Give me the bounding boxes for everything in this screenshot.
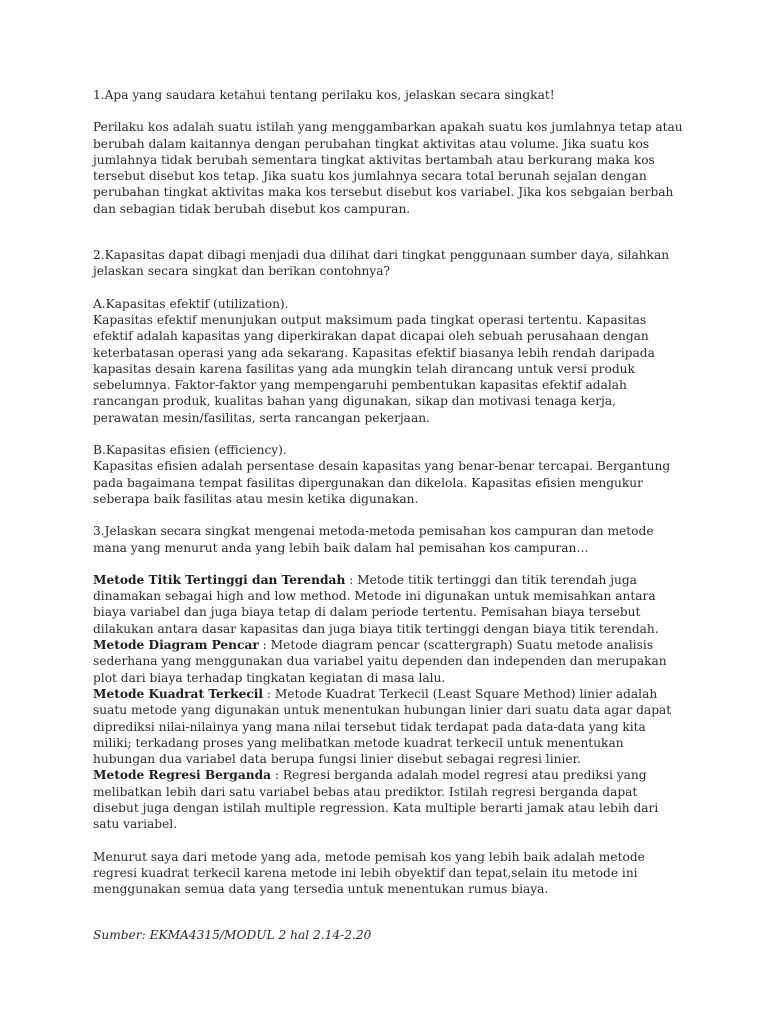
method-name: Metode Kuadrat Terkecil [93,686,264,701]
conclusion: Menurut saya dari metode yang ada, metode pemisah kos yang lebih baik adalah metode regresi kuadrat terkecil karena metode ini lebih obyektif dan tepat,selain itu metode ini menggunakan semua data yang tersedia untuk menentukan rumus biaya. [93,849,645,897]
method-description: : Regresi berganda adalah model regresi atau prediksi yang melibatkan lebih dari satu variabel bebas atau prediktor. Istilah regresi berganda dapat disebut juga dengan istilah multiple regression. Kata multiple berarti jamak atau lebih dari satu variabel. [93,768,659,832]
question-1: 1.Apa yang saudara ketahui tentang perilaku kos, jelaskan secara singkat! [93,88,555,102]
answer-1: Perilaku kos adalah suatu istilah yang menggambarkan apakah suatu kos jumlahnya tetap atau berubah dalam kaitannya dengan perubahan tingkat aktivitas atau volume. Jika suatu kos jumlahnya tidak berubah sementara tingkat aktivitas bertambah atau berkurang maka kos tersebut disebut kos tetap. Jika suatu kos jumlahnya secara total berunah sejalan dengan perubahan tingkat aktivitas maka kos tersebut disebut kos variabel. Jika kos sebgaian berbah dan sebagian tidak berubah disebut kos campuran. [93,120,683,216]
method-name: Metode Titik Tertinggi dan Terendah [93,572,346,587]
answer-2b: Kapasitas efisien adalah persentase desain kapasitas yang benar-benar tercapai. Bergantung pada bagaimana tempat fasilitas dipergunakan dan dikelola. Kapasitas efisien mengukur seberapa baik fasilitas atau mesin ketika digunakan. [93,459,671,506]
method-description: : Metode Kuadrat Terkecil (Least Square Method) linier adalah suatu metode yang digunakan untuk menentukan hubungan linier dari suatu data agar dapat diprediksi nilai-nilainya yang mana nilai tersebut tidak terdapat pada data-data yang kita miliki; terkadang proses yang melibatkan metode kuadrat terkecil untuk menentukan hubungan dua variabel data berupa fungsi linier disebut sebagai regresi linier. [93,686,672,767]
method-description: : Metode titik tertinggi dan titik terendah juga dinamakan sebagai high and low method. Metode ini digunakan untuk memisahkan antara biaya variabel dan juga biaya tetap di dalam periode tertentu. Pemisahan biaya tersebut dilakukan antara dasar kapasitas dan juga biaya titik tertinggi dengan biaya titik terendah. [93,572,659,636]
question-3: 3.Jelaskan secara singkat mengenai metoda-metoda pemisahan kos campuran dan metode mana yang menurut anda yang lebih baik dalam hal pemisahan kos campuran… [93,524,654,555]
document-page [93,87,683,944]
method-name: Metode Regresi Berganda [93,768,272,783]
question-2: 2.Kapasitas dapat dibagi menjadi dua dilihat dari tingkat penggunaan sumber daya, silahkan jelaskan secara singkat dan berikan contohnya? [93,248,670,279]
subheading-a: A.Kapasitas efektif (utilization). [93,296,289,311]
source-citation: Sumber: EKMA4315/MODUL 2 hal 2.14-2.20 [93,928,372,943]
subheading-b: B.Kapasitas efisien (efficiency). [93,443,287,458]
method-item [93,637,683,686]
answer-2a: Kapasitas efektif menunjukan output maksimum pada tingkat operasi tertentu. Kapasitas efektif adalah kapasitas yang diperkirakan dapat dicapai oleh sebuah perusahaan dengan keterbatasan operasi yang ada sekarang. Kapasitas efektif biasanya lebih rendah daripada kapasitas desain karena fasilitas yang ada mungkin telah dirancang untuk versi produk sebelumnya. Faktor-faktor yang mempengaruhi pembentukan kapasitas efektif adalah rancangan produk, kualitas bahan yang digunakan, sikap dan motivasi tenaga kerja, perawatan mesin/fasilitas, serta rancangan pekerjaan. [93,312,655,425]
method-item [93,767,683,832]
method-name: Metode Diagram Pencar [93,638,259,653]
method-item [93,572,683,637]
method-description: : Metode diagram pencar (scattergraph) Suatu metode analisis sederhana yang menggunakan dua variabel yaitu dependen dan independen dan merupakan plot dari biaya terhadap tingkatan kegiatan di masa lalu. [93,638,667,685]
method-item [93,686,683,767]
